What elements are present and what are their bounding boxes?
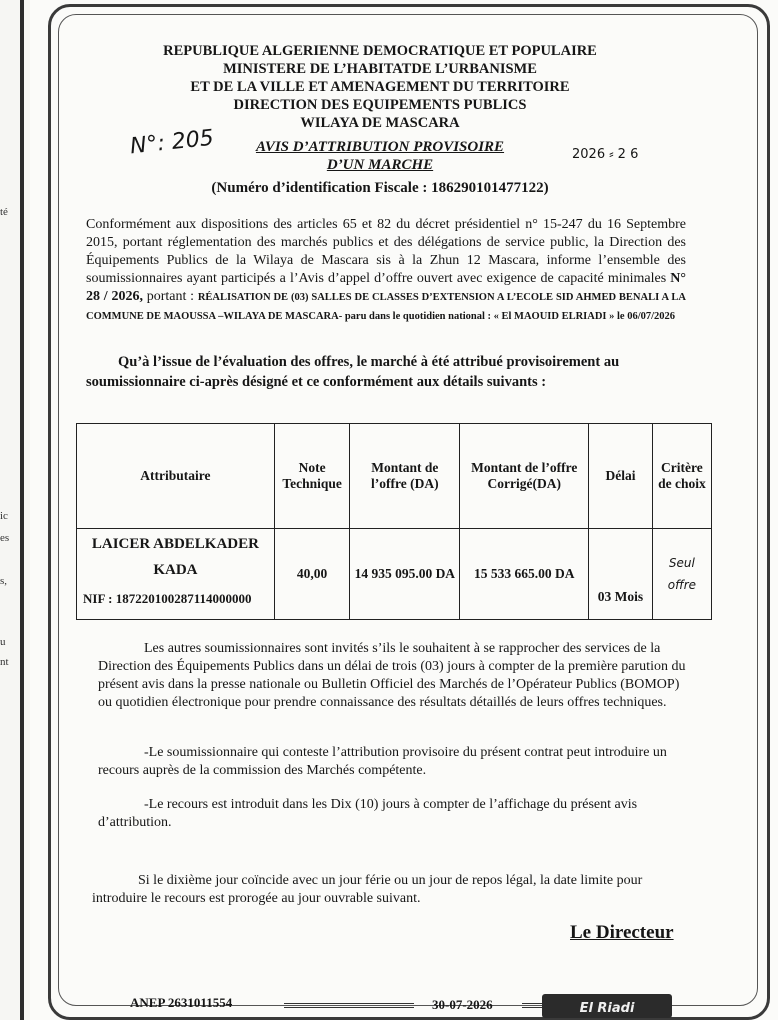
col-header-montant-corrige: Montant de l’offre Corrigé(DA) — [460, 424, 589, 529]
cell-note: 40,00 — [274, 529, 349, 620]
notice-title-line: D’UN MARCHE — [326, 157, 434, 173]
tender-object: RÉALISATION DE (03) SALLES DE CLASSES D’EXTENSION A L’ECOLE SID AHMED BENALI A LA COMMUNE DE MAOUSSA –WILAYA DE MASCARA- paru dans le quotidien national : « El MAOUID ELRIADI » le 06/07/2026 — [86, 292, 686, 322]
awardee-name-line: KADA — [153, 562, 198, 578]
notice-title — [230, 138, 530, 174]
document-header — [120, 42, 640, 132]
paragraph-deadline: Si le dixième jour coïncide avec un jour férie ou un jour de repos légal, la date limite pour introduire le recours est prorogée au jour ouvrable suivant. — [92, 873, 643, 906]
header-line: WILAYA DE MASCARA — [300, 115, 460, 131]
adjacent-text-fragment: es — [0, 532, 10, 544]
adjacent-text-fragment: u — [0, 636, 6, 648]
cell-montant-corrige: 15 533 665.00 DA — [460, 529, 589, 620]
stamp-date: 2026 ⸗ 2 6 — [572, 147, 639, 162]
col-header-note: Note Technique — [274, 424, 349, 529]
col-header-montant: Montant de l’offre (DA) — [350, 424, 460, 529]
notice-title-line: AVIS D’ATTRIBUTION PROVISOIRE — [255, 139, 505, 155]
adjacent-text-fragment: ic — [0, 510, 8, 522]
col-header-critere: Critère de choix — [652, 424, 711, 529]
adjacent-text-fragment: nt — [0, 656, 9, 668]
tender-number: N° 28 / 2026, — [86, 271, 686, 304]
table-header-row — [77, 424, 712, 529]
award-statement: Qu’à l’issue de l’évaluation des offres, le marché à été attribué provisoirement au soumissionnaire ci-après désigné et ce conformément aux détails suivants : — [86, 354, 620, 390]
paragraph-recours: -Le recours est introduit dans les Dix (10) jours à compter de l’affichage du présent avis d’attribution. — [98, 797, 638, 830]
header-line: REPUBLIQUE ALGERIENNE DEMOCRATIQUE ET POPULAIRE — [163, 43, 597, 59]
intro-text: Conformément aux dispositions des articles 65 et 82 du décret présidentiel n° 15-247 du 16 Septembre 2015, portant réglementation des marchés publics et des délégations de service public, la Direction des Équipements Publics de la Wilaya de Mascara sis à la Zhun 12 Mascara, informe l’ensemble des soumissionnaires ayant participés a l’Avis d’appel d’offre ouvert avec exigence de capacité minimales — [86, 217, 686, 286]
anep-reference: ANEP 2631011554 — [130, 995, 233, 1010]
signature-label: Le Directeur — [570, 922, 674, 943]
cell-montant: 14 935 095.00 DA — [350, 529, 460, 620]
newspaper-logo — [540, 990, 674, 1020]
fiscal-id-line: (Numéro d’identification Fiscale : 186290101477122) — [211, 180, 549, 196]
col-header-delai: Délai — [589, 424, 653, 529]
header-line: MINISTERE DE L’HABITATDE L’URBANISME — [223, 61, 537, 77]
adjacent-text-fragment: s, — [0, 575, 8, 587]
criterion-line: Seul — [668, 556, 695, 570]
adjacent-text-fragment: té — [0, 206, 8, 218]
awardee-name-line: LAICER ABDELKADER — [91, 536, 259, 552]
cell-attributaire — [77, 529, 275, 620]
adjacent-page-strip — [0, 0, 30, 1020]
col-header-attributaire: Attributaire — [77, 424, 275, 529]
paragraph-other-bidders: Les autres soumissionnaires sont invités s’ils le souhaitent à se rapprocher des services de la Direction des Équipements Publics dans un délai de trois (03) jours à compter de la première parution du présent avis dans la presse nationale ou Bulletin Officiel des Marchés de l’Opérateur Publics (BOMOP) ou quotidien électronique pour prendre connaissance des résultats détaillés de leurs offres techniques. — [98, 641, 686, 710]
header-line: DIRECTION DES EQUIPEMENTS PUBLICS — [233, 97, 527, 113]
logo-text: El Riadi — [579, 1001, 635, 1016]
publication-date: 30-07-2026 — [432, 997, 493, 1012]
intro-portant: portant : — [142, 289, 198, 304]
awardee-nif: NIF : 187220100287114000000 — [83, 591, 252, 606]
award-table — [76, 423, 712, 620]
handwritten-reference-number: N°: 205 — [128, 125, 215, 160]
footer-rule — [284, 1003, 414, 1008]
intro-paragraph — [86, 216, 686, 326]
page-edge-rule — [20, 0, 24, 1020]
paragraph-contest: -Le soumissionnaire qui conteste l’attribution provisoire du présent contrat peut introduire un recours auprès de la commission des Marchés compétente. — [98, 745, 667, 778]
cell-critere — [652, 529, 711, 620]
header-line: ET DE LA VILLE ET AMENAGEMENT DU TERRITOIRE — [190, 79, 570, 95]
cell-delai: 03 Mois — [589, 529, 653, 620]
criterion-line: offre — [667, 578, 697, 592]
table-row — [77, 529, 712, 620]
footer-rule — [522, 1003, 542, 1008]
